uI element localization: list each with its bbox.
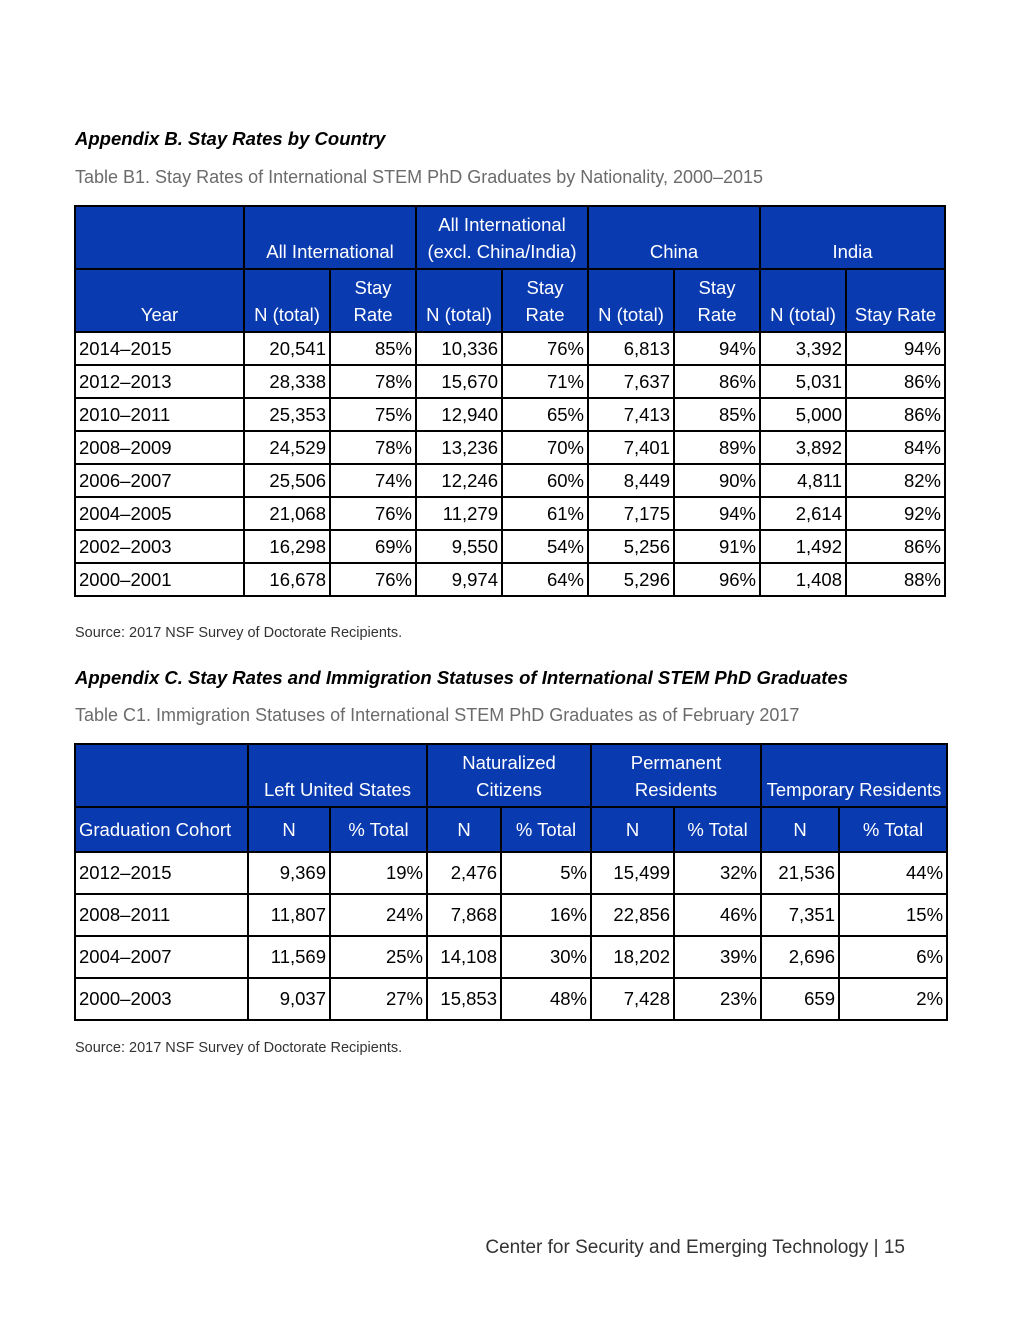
table-row xyxy=(75,431,945,464)
table-b1 xyxy=(74,205,946,597)
table-row xyxy=(75,365,945,398)
table-cell: 85% xyxy=(330,332,416,365)
row-label-cell: 2004–2007 xyxy=(75,936,248,978)
table-cell: 11,807 xyxy=(248,894,330,936)
column-header: N (total) xyxy=(416,269,502,332)
table-row xyxy=(75,978,947,1020)
table-cell: 46% xyxy=(674,894,761,936)
row-label-cell: 2008–2009 xyxy=(75,431,244,464)
table-cell: 5% xyxy=(501,852,591,894)
group-header: China xyxy=(588,206,760,269)
table-cell: 7,175 xyxy=(588,497,674,530)
table-cell: 3,392 xyxy=(760,332,846,365)
row-label-cell: 2000–2001 xyxy=(75,563,244,596)
table-cell: 23% xyxy=(674,978,761,1020)
table-c1 xyxy=(74,743,948,1021)
table-cell: 15,853 xyxy=(427,978,501,1020)
table-cell: 94% xyxy=(674,497,760,530)
table-row xyxy=(75,398,945,431)
column-header: N xyxy=(591,807,674,852)
table-cell: 16,298 xyxy=(244,530,330,563)
table-cell: 65% xyxy=(502,398,588,431)
row-label-cell: 2014–2015 xyxy=(75,332,244,365)
table-cell: 48% xyxy=(501,978,591,1020)
column-header: Year xyxy=(75,269,244,332)
table-cell: 94% xyxy=(846,332,945,365)
table-cell: 5,256 xyxy=(588,530,674,563)
table-cell: 9,974 xyxy=(416,563,502,596)
table-cell: 28,338 xyxy=(244,365,330,398)
table-cell: 39% xyxy=(674,936,761,978)
table-cell: 74% xyxy=(330,464,416,497)
table-cell: 16% xyxy=(501,894,591,936)
table-cell: 3,892 xyxy=(760,431,846,464)
table-cell: 84% xyxy=(846,431,945,464)
column-header: N (total) xyxy=(588,269,674,332)
group-header: All International xyxy=(244,206,416,269)
table-cell: 69% xyxy=(330,530,416,563)
table-cell: 25% xyxy=(330,936,427,978)
table-c1-source: Source: 2017 NSF Survey of Doctorate Recipients. xyxy=(75,1040,403,1056)
table-cell: 19% xyxy=(330,852,427,894)
column-header: Stay Rate xyxy=(330,269,416,332)
table-cell: 44% xyxy=(839,852,947,894)
table-cell: 90% xyxy=(674,464,760,497)
table-cell: 78% xyxy=(330,365,416,398)
table-cell: 18,202 xyxy=(591,936,674,978)
table-cell: 92% xyxy=(846,497,945,530)
table-cell: 9,550 xyxy=(416,530,502,563)
column-header: Stay Rate xyxy=(846,269,945,332)
table-cell: 15,670 xyxy=(416,365,502,398)
table-cell: 4,811 xyxy=(760,464,846,497)
table-row xyxy=(75,464,945,497)
table-cell: 9,037 xyxy=(248,978,330,1020)
table-b1-source: Source: 2017 NSF Survey of Doctorate Recipients. xyxy=(75,625,403,641)
table-cell: 15% xyxy=(839,894,947,936)
table-cell: 32% xyxy=(674,852,761,894)
row-label-cell: 2008–2011 xyxy=(75,894,248,936)
table-cell: 86% xyxy=(846,530,945,563)
row-label-cell: 2012–2015 xyxy=(75,852,248,894)
table-cell: 70% xyxy=(502,431,588,464)
table-cell: 7,401 xyxy=(588,431,674,464)
table-cell: 6% xyxy=(839,936,947,978)
row-label-cell: 2000–2003 xyxy=(75,978,248,1020)
table-cell: 7,868 xyxy=(427,894,501,936)
appendix-c-heading: Appendix C. Stay Rates and Immigration Statuses of International STEM PhD Graduates xyxy=(75,667,849,688)
table-cell: 2% xyxy=(839,978,947,1020)
table-cell: 61% xyxy=(502,497,588,530)
table-cell: 64% xyxy=(502,563,588,596)
table-row xyxy=(75,894,947,936)
table-cell: 5,031 xyxy=(760,365,846,398)
column-header: N xyxy=(248,807,330,852)
column-header: N xyxy=(427,807,501,852)
column-header: % Total xyxy=(674,807,761,852)
table-cell: 86% xyxy=(674,365,760,398)
table-cell: 14,108 xyxy=(427,936,501,978)
row-label-cell: 2010–2011 xyxy=(75,398,244,431)
table-cell: 24% xyxy=(330,894,427,936)
table-cell: 6,813 xyxy=(588,332,674,365)
page-footer: Center for Security and Emerging Technology | 15 xyxy=(485,1237,905,1258)
row-label-cell: 2006–2007 xyxy=(75,464,244,497)
table-cell: 2,696 xyxy=(761,936,839,978)
table-row xyxy=(75,563,945,596)
table-cell: 7,351 xyxy=(761,894,839,936)
table-cell: 25,353 xyxy=(244,398,330,431)
table-cell: 10,336 xyxy=(416,332,502,365)
table-cell: 22,856 xyxy=(591,894,674,936)
table-cell: 12,246 xyxy=(416,464,502,497)
table-cell: 71% xyxy=(502,365,588,398)
table-cell: 82% xyxy=(846,464,945,497)
group-header: Permanent Residents xyxy=(591,744,761,807)
table-cell: 76% xyxy=(330,563,416,596)
table-cell: 13,236 xyxy=(416,431,502,464)
group-header: Temporary Residents xyxy=(761,744,947,807)
column-header: Graduation Cohort xyxy=(75,807,248,852)
table-cell: 88% xyxy=(846,563,945,596)
table-cell: 5,296 xyxy=(588,563,674,596)
table-row xyxy=(75,852,947,894)
table-cell: 30% xyxy=(501,936,591,978)
table-cell: 89% xyxy=(674,431,760,464)
table-row xyxy=(75,497,945,530)
column-header: N xyxy=(761,807,839,852)
group-header: Left United States xyxy=(248,744,427,807)
row-label-cell: 2002–2003 xyxy=(75,530,244,563)
table-cell: 25,506 xyxy=(244,464,330,497)
table-cell: 76% xyxy=(502,332,588,365)
column-header: % Total xyxy=(501,807,591,852)
column-header: N (total) xyxy=(244,269,330,332)
table-cell: 85% xyxy=(674,398,760,431)
table-cell: 75% xyxy=(330,398,416,431)
table-cell: 659 xyxy=(761,978,839,1020)
table-header-corner xyxy=(75,206,244,269)
table-cell: 54% xyxy=(502,530,588,563)
table-cell: 8,449 xyxy=(588,464,674,497)
table-cell: 7,637 xyxy=(588,365,674,398)
table-cell: 15,499 xyxy=(591,852,674,894)
column-header: Stay Rate xyxy=(674,269,760,332)
table-cell: 7,413 xyxy=(588,398,674,431)
table-c1-caption: Table C1. Immigration Statuses of International STEM PhD Graduates as of February 2017 xyxy=(75,705,800,725)
appendix-b-heading: Appendix B. Stay Rates by Country xyxy=(75,128,386,149)
table-cell: 27% xyxy=(330,978,427,1020)
column-header: % Total xyxy=(839,807,947,852)
column-header: N (total) xyxy=(760,269,846,332)
table-cell: 11,279 xyxy=(416,497,502,530)
table-cell: 21,068 xyxy=(244,497,330,530)
table-b1-caption: Table B1. Stay Rates of International STEM PhD Graduates by Nationality, 2000–2015 xyxy=(75,167,764,187)
table-cell: 12,940 xyxy=(416,398,502,431)
table-cell: 86% xyxy=(846,365,945,398)
group-header: All International (excl. China/India) xyxy=(416,206,588,269)
table-cell: 9,369 xyxy=(248,852,330,894)
table-cell: 94% xyxy=(674,332,760,365)
table-cell: 2,614 xyxy=(760,497,846,530)
table-row xyxy=(75,332,945,365)
table-cell: 1,492 xyxy=(760,530,846,563)
table-cell: 21,536 xyxy=(761,852,839,894)
table-row xyxy=(75,530,945,563)
table-cell: 78% xyxy=(330,431,416,464)
table-cell: 76% xyxy=(330,497,416,530)
table-cell: 5,000 xyxy=(760,398,846,431)
table-cell: 16,678 xyxy=(244,563,330,596)
table-cell: 86% xyxy=(846,398,945,431)
column-header: Stay Rate xyxy=(502,269,588,332)
group-header: India xyxy=(760,206,945,269)
table-header-corner xyxy=(75,744,248,807)
table-cell: 2,476 xyxy=(427,852,501,894)
table-cell: 1,408 xyxy=(760,563,846,596)
table-cell: 96% xyxy=(674,563,760,596)
table-cell: 20,541 xyxy=(244,332,330,365)
table-cell: 24,529 xyxy=(244,431,330,464)
table-cell: 60% xyxy=(502,464,588,497)
table-cell: 7,428 xyxy=(591,978,674,1020)
table-cell: 11,569 xyxy=(248,936,330,978)
column-header: % Total xyxy=(330,807,427,852)
table-cell: 91% xyxy=(674,530,760,563)
table-row xyxy=(75,936,947,978)
row-label-cell: 2012–2013 xyxy=(75,365,244,398)
row-label-cell: 2004–2005 xyxy=(75,497,244,530)
group-header: Naturalized Citizens xyxy=(427,744,591,807)
